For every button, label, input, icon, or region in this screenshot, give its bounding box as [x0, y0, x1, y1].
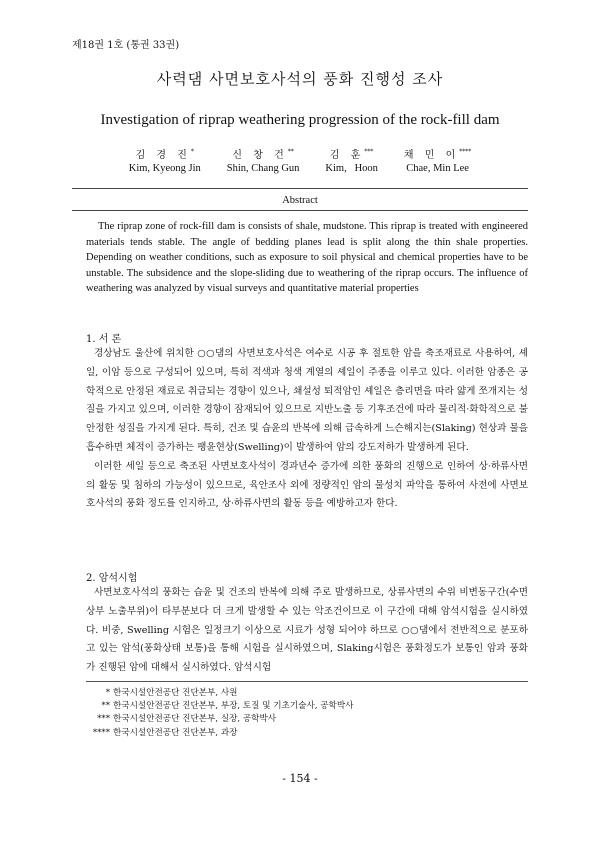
affiliation-mark: ** [287, 148, 294, 156]
author-name-english: Shin, Chang Gun [226, 163, 300, 174]
author-name-korean: 채 민 이 [403, 150, 460, 161]
author-name-english: Kim, Hoon [325, 163, 378, 174]
footnote [86, 713, 353, 726]
author-name-english: Chae, Min Lee [406, 163, 469, 174]
footnote [86, 727, 353, 740]
footnote-text: 한국시설안전공단 진단본부, 실장, 공학박사 [113, 714, 277, 725]
author-name-korean: 신 창 건 [232, 150, 288, 161]
footnote-text: 한국시설안전공단 진단본부, 부장, 토질 및 기초기술사, 공학박사 [113, 701, 354, 712]
author-list [0, 146, 600, 174]
section-body-rock-test [86, 584, 528, 678]
footnotes [86, 687, 353, 740]
section-heading-introduction: 1. 서 론 [86, 334, 122, 345]
footnote-mark: * [105, 688, 110, 698]
section-body-introduction [86, 345, 528, 514]
author-name-korean: 김 경 진 [135, 150, 191, 161]
section-heading-rock-test: 2. 암석시험 [86, 573, 138, 584]
abstract-divider-top [72, 188, 528, 189]
author-name-english: Kim, Kyeong Jin [128, 163, 201, 174]
author-name-korean: 김 훈 [329, 150, 365, 161]
page-number: - 154 - [282, 772, 318, 785]
affiliation-mark: * [190, 148, 194, 156]
volume-header: 제18권 1호 (통권 33권) [72, 40, 180, 51]
footnote-divider [86, 681, 528, 682]
affiliation-mark: *** [364, 148, 374, 156]
footnote-mark: **** [92, 727, 110, 738]
paragraph: 사면보호사석의 풍화는 습윤 및 건조의 반복에 의해 주로 발생하므로, 상류사면의 수위 비변동구간(수면 상부 노출부위)이 타부분보다 더 크게 발생할 수 있는 악조건이므로 이 구간에 대해 암석시험을 실시하였다. 비중, Swelling 시험은 일정크기 이상으로 시료가 성형 되어야 하므로 ○○댐에서 전반적으로 분포하고 있는 암석(풍화상태 보통)을 통해 시험을 실시하였으며, Slaking시험은 풍화정도가 보통인 암과 풍화가 진행된 암에 대해서 실시하였다. 암석시험 [86, 587, 528, 674]
author [404, 146, 471, 174]
footnote [86, 700, 353, 713]
footnote-mark: *** [97, 714, 110, 725]
abstract-text: The riprap zone of rock-fill dam is consists of shale, mudstone. This riprap is treated with engineered materials tends stable. The angle of bedding planes lead is split along the thin shale properties. Depending on weather conditions, such as exposure to soil physical and chemical properties have to be unstable. The subsidence and the slope-sliding due to weathering of the riprap occurs. The influence of weathering was analyzed by visual surveys and quantitative material properties [86, 221, 528, 294]
author [129, 146, 201, 174]
footnote-mark: ** [101, 701, 110, 712]
footnote-text: 한국시설안전공단 진단본부, 과장 [113, 727, 238, 738]
author [325, 146, 378, 174]
paragraph: 이러한 세일 등으로 축조된 사면보호사석이 경과년수 증가에 의한 풍화의 진행으로 인하여 상·하류사면의 활동 및 침하의 가능성이 있으므로, 육안조사 외에 정량적인 암의 물성치 파악을 통하여 사전에 사면보호사석의 풍화 정도를 인지하고, 상·하류사면의 활동 등을 예방하고자 한다. [86, 460, 528, 510]
footnote [86, 687, 353, 700]
paper-title-korean: 사력댐 사면보호사석의 풍화 진행성 조사 [156, 70, 444, 88]
paragraph: 경상남도 울산에 위치한 ○○댐의 사면보호사석은 여수로 시공 후 절토한 암을 축조재료로 사용하여, 셰일, 이암 등으로 구성되어 있으며, 특히 적색과 청색 계열의 셰일이 주종을 이루고 있다. 이러한 암종은 공학적으로 안정된 재료로 취급되는 경향이 있으나, 쇄설성 퇴적암인 셰일은 층리면을 따라 얇게 쪼개지는 성질을 가지고 있으며, 이러한 경향이 잠재되어 있으므로 지반노출 등 기후조건에 따라 물리적·화학적으로 불안정한 성질을 가지게 된다. 특히, 건조 및 습윤의 반복에 의해 급속하게 느슨해지는(Slaking) 현상과 물을 흡수하면 체적이 증가하는 팽윤현상(Swelling)이 발생하여 암의 강도저하가 발생하게 된다. [86, 348, 528, 453]
abstract-heading: Abstract [282, 195, 318, 206]
abstract-divider-bottom [72, 210, 528, 211]
footnote-text: 한국시설안전공단 진단본부, 사원 [113, 688, 238, 698]
affiliation-mark: **** [459, 148, 472, 156]
author [227, 146, 300, 174]
paper-title-english: Investigation of riprap weathering progression of the rock-fill dam [100, 112, 500, 128]
